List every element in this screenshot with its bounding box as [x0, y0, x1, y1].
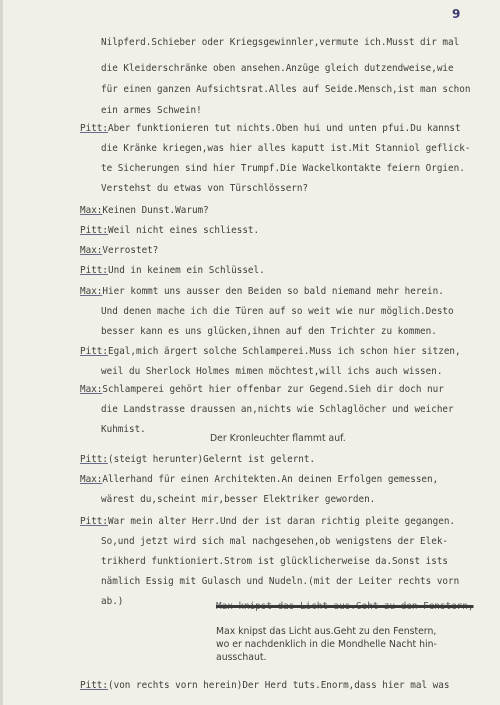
text-line: besser kann es uns glücken,ihnen auf den Trichter zu kommen. — [101, 326, 437, 337]
text-line: Nilpferd.Schieber oder Kriegsgewinnler,vermute ich.Musst dir mal — [101, 37, 460, 48]
text-line: Und in keinem ein Schlüssel. — [108, 265, 265, 276]
dialogue-line — [80, 245, 158, 257]
text-line: trikherd funktioniert.Strom ist glücklicherweise da.Sonst ists — [101, 556, 449, 567]
text-line: die Kränke kriegen,was hier alles kaputt ist.Mit Stanniol geflick- — [101, 143, 471, 154]
stage-direction: Max knipst das Licht aus.Geht zu den Fenstern, — [216, 626, 437, 637]
text-line: Und denen mache ich die Türen auf so weit wie nur möglich.Desto — [101, 306, 454, 317]
dialogue-line — [80, 286, 444, 298]
speaker-label: Pitt: — [80, 265, 108, 276]
text-line: Hier kommt uns ausser den Beiden so bald niemand mehr herein. — [102, 286, 444, 297]
text-line: te Sicherungen sind hier Trumpf.Die Wackelkontakte feiern Orgien. — [101, 163, 465, 174]
text-line: (von rechts vorn herein)Der Herd tuts.Enorm,dass hier mal was — [108, 680, 450, 691]
text-line: War mein alter Herr.Und der ist daran richtig pleite gegangen. — [108, 516, 456, 527]
stage-direction: ausschaut. — [216, 652, 267, 663]
speaker-label: Max: — [80, 205, 103, 216]
text-line: für einen ganzen Aufsichtsrat.Alles auf Seide.Mensch,ist man schon — [101, 84, 471, 95]
dialogue-line — [80, 205, 209, 217]
stage-direction: Der Kronleuchter flammt auf. — [210, 433, 346, 444]
speaker-label: Pitt: — [80, 225, 108, 236]
text-line: (steigt herunter)Gelernt ist gelernt. — [108, 454, 316, 465]
text-line: Egal,mich ärgert solche Schlamperei.Muss ich schon hier sitzen, — [108, 346, 461, 357]
text-line: die Kleiderschränke oben ansehen.Anzüge gleich dutzendweise,wie — [101, 63, 454, 74]
stage-direction: wo er nachdenklich in die Mondhelle Nacht hin- — [216, 639, 437, 650]
dialogue-line — [80, 346, 461, 358]
struck-out-line: Max knipst das Licht aus.Geht zu den Fenstern, — [216, 601, 474, 612]
paper-edge — [0, 0, 3, 705]
text-line: Aber funktionieren tut nichts.Oben hui und unten pfui.Du kannst — [108, 123, 461, 134]
speaker-label: Max: — [80, 245, 103, 256]
speaker-label: Pitt: — [80, 516, 108, 527]
text-line: Schlamperei gehört hier offenbar zur Gegend.Sieh dir doch nur — [102, 384, 444, 395]
text-line: ab.) — [101, 596, 124, 607]
dialogue-line — [80, 123, 461, 135]
text-line: Verrostet? — [102, 245, 159, 256]
text-line: die Landstrasse draussen an,nichts wie Schlaglöcher und weicher — [101, 404, 454, 415]
dialogue-line — [80, 454, 315, 466]
page-number: 9 — [452, 7, 461, 21]
dialogue-line — [80, 225, 259, 237]
text-line: Keinen Dunst.Warum? — [102, 205, 209, 216]
text-line: Verstehst du etwas von Türschlössern? — [101, 183, 309, 194]
speaker-label: Pitt: — [80, 346, 108, 357]
text-line: So,und jetzt wird sich mal nachgesehen,ob wenigstens der Elek- — [101, 536, 449, 547]
text-line: Weil nicht eines schliesst. — [108, 225, 260, 236]
text-line: nämlich Essig mit Gulasch und Nudeln.(mit der Leiter rechts vorn — [101, 576, 460, 587]
dialogue-line — [80, 474, 438, 486]
speaker-label: Max: — [80, 474, 103, 485]
text-line: ein armes Schwein! — [101, 105, 202, 116]
speaker-label: Max: — [80, 286, 103, 297]
text-line: Kuhmist. — [101, 424, 146, 435]
dialogue-line — [80, 384, 444, 396]
dialogue-line — [80, 265, 265, 277]
speaker-label: Pitt: — [80, 454, 108, 465]
dialogue-line — [80, 680, 449, 692]
text-line: Allerhand für einen Architekten.An deinen Erfolgen gemessen, — [102, 474, 439, 485]
text-line: wärest du,scheint mir,besser Elektriker geworden. — [101, 494, 376, 505]
speaker-label: Pitt: — [80, 680, 108, 691]
dialogue-line — [80, 516, 455, 528]
speaker-label: Pitt: — [80, 123, 108, 134]
speaker-label: Max: — [80, 384, 103, 395]
text-line: weil du Sherlock Holmes mimen möchtest,will ichs auch wissen. — [101, 366, 443, 377]
